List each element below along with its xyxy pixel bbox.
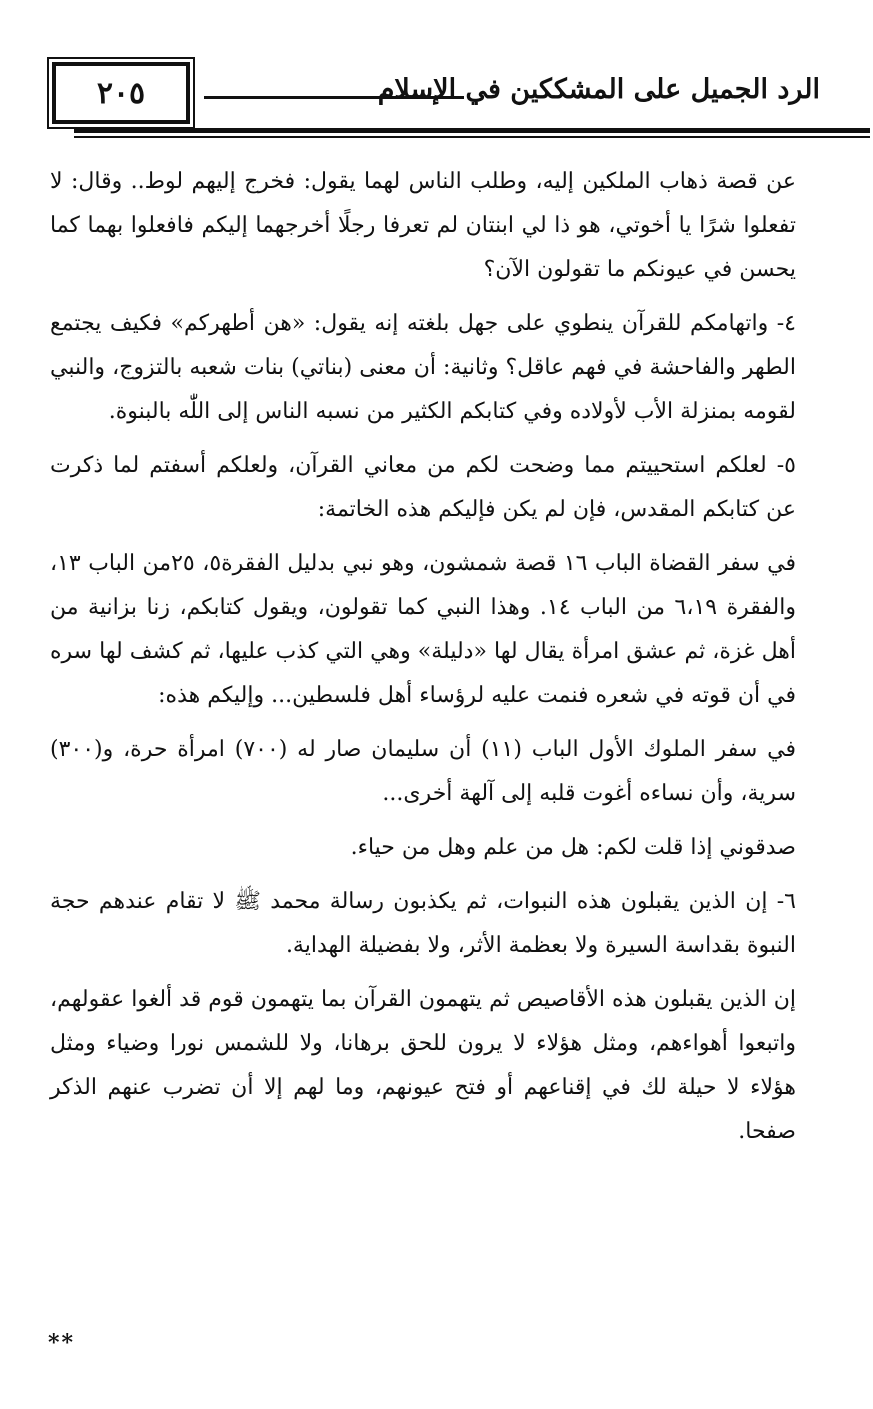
footer-asterisks: **	[48, 1330, 76, 1356]
paragraph-samson: في سفر القضاة الباب ١٦ قصة شمشون، وهو نبي بدليل الفقرة٥، ٢٥من الباب ١٣، والفقرة ٦،١٩ من الباب ١٤. وهذا النبي كما تقولون، ويقول كتابكم، زنا بزانية من أهل غزة، ثم عشق امرأة يقال لها «دليلة» وهي التي كذب عليها، ثم كشف لها سره في أن قوته في شعره فنمت عليه لرؤساء أهل فلسطين... وإليكم هذه:	[50, 551, 797, 708]
paragraph-continuation: عن قصة ذهاب الملكين إليه، وطلب الناس لهما يقول: فخرج إليهم لوط.. وقال: لا تفعلوا شرًا يا أخوتي، هو ذا لي ابنتان لم تعرفا رجلًا أخرجهما إليكم فافعلوا بهما كما يحسن في عيونكم ما تقولون الآن؟	[50, 169, 796, 282]
page-header	[44, 62, 830, 132]
paragraph-believe-me: صدقوني إذا قلت لكم: هل من علم وهل من حياء.	[350, 835, 796, 860]
page-number: ٢٠٥	[52, 62, 190, 124]
header-rule-thin	[74, 136, 870, 138]
paragraph-point-4: ٤- واتهامكم للقرآن ينطوي على جهل بلغته إنه يقول: «هن أطهركم» فكيف يجتمع الطهر والفاحشة في فهم عاقل؟ وثانية: أن معنى (بناتي) بنات شعبه بالتزوج، والنبي لقومه بمنزلة الأب لأولاده وفي كتابكم الكثير من نسبه الناس إلى اللّٰه بالبنوة.	[50, 311, 796, 424]
paragraph-solomon: في سفر الملوك الأول الباب (١١) أن سليمان صار له (٧٠٠) امرأة حرة، و(٣٠٠) سرية، وأن نساءه أغوت قلبه إلى آلهة أخرى...	[50, 737, 796, 806]
paragraph-point-5: ٥- لعلكم استحييتم مما وضحت لكم من معاني القرآن، ولعلكم أسفتم لما ذكرت عن كتابكم المقدس، فإن لم يكن فإليكم هذه الخاتمة:	[50, 453, 796, 522]
paragraph-point-6: ٦- إن الذين يقبلون هذه النبوات، ثم يكذبون رسالة محمد ﷺ لا تقام عندهم حجة النبوة بقداسة السيرة ولا بعظمة الأثر، ولا بفضيلة الهداية.	[50, 889, 796, 958]
paragraph-conclusion: إن الذين يقبلون هذه الأقاصيص ثم يتهمون القرآن بما يتهمون قوم قد ألغوا عقولهم، واتبعوا أهواءهم، ومثل هؤلاء لا يرون للحق برهانا، ولا للشمس نورا وضياء ومثل هؤلاء لا حيلة لك في إقناعهم أو فتح عيونهم، وما لهم إلا أن تضرب عنهم الذكر صفحا.	[50, 987, 796, 1144]
body-text	[50, 160, 796, 1164]
running-title: الرد الجميل على المشككين في الإسلام	[377, 74, 820, 105]
header-rule-thick	[74, 128, 870, 133]
